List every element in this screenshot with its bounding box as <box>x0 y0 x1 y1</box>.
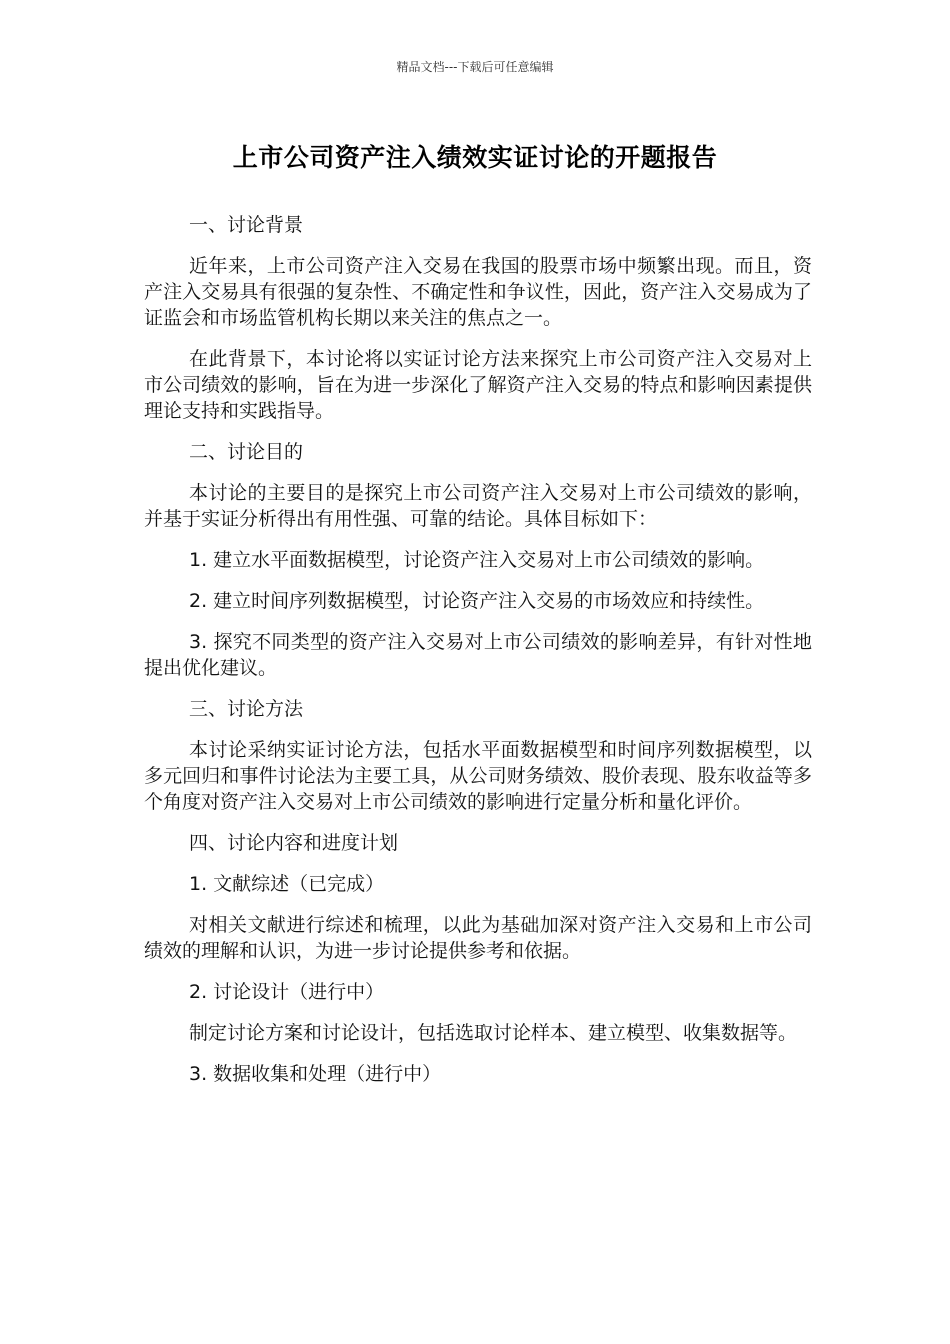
section-heading-plan: 四、讨论内容和进度计划 <box>189 832 399 854</box>
plan-item-2: 2. 讨论设计（进行中） <box>189 981 385 1003</box>
paragraph-method: 本讨论采纳实证讨论方法，包括水平面数据模型和时间序列数据模型，以多元回归和事件讨论法为主要工具，从公司财务绩效、股价表现、股东收益等多个角度对资产注入交易对上市公司绩效的影响进行定量分析和量化评价。 <box>144 739 812 813</box>
paragraph-purpose: 本讨论的主要目的是探究上市公司资产注入交易对上市公司绩效的影响，并基于实证分析得出有用性强、可靠的结论。具体目标如下： <box>144 482 812 530</box>
header-note: 精品文档---下载后可任意编辑 <box>396 60 554 74</box>
plan-item-3: 3. 数据收集和处理（进行中） <box>189 1063 442 1085</box>
paragraph-plan-1: 对相关文献进行综述和梳理，以此为基础加深对资产注入交易和上市公司绩效的理解和认识，为进一步讨论提供参考和依据。 <box>144 914 812 962</box>
section-heading-background: 一、讨论背景 <box>189 214 304 236</box>
paragraph-background-2: 在此背景下，本讨论将以实证讨论方法来探究上市公司资产注入交易对上市公司绩效的影响，旨在为进一步深化了解资产注入交易的特点和影响因素提供理论支持和实践指导。 <box>144 348 812 422</box>
goal-item-3: 3. 探究不同类型的资产注入交易对上市公司绩效的影响差异，有针对性地提出优化建议。 <box>144 631 812 679</box>
plan-item-1: 1. 文献综述（已完成） <box>189 873 385 895</box>
goal-item-1: 1. 建立水平面数据模型，讨论资产注入交易对上市公司绩效的影响。 <box>189 549 765 571</box>
section-heading-method: 三、讨论方法 <box>189 698 304 720</box>
document-title: 上市公司资产注入绩效实证讨论的开题报告 <box>232 143 718 172</box>
document-body <box>144 212 812 1102</box>
paragraph-background-1: 近年来，上市公司资产注入交易在我国的股票市场中频繁出现。而且，资产注入交易具有很强的复杂性、不确定性和争议性，因此，资产注入交易成为了证监会和市场监管机构长期以来关注的焦点之一。 <box>144 255 812 329</box>
goal-item-2: 2. 建立时间序列数据模型，讨论资产注入交易的市场效应和持续性。 <box>189 590 765 612</box>
paragraph-plan-2: 制定讨论方案和讨论设计，包括选取讨论样本、建立模型、收集数据等。 <box>189 1022 798 1044</box>
section-heading-purpose: 二、讨论目的 <box>189 441 304 463</box>
